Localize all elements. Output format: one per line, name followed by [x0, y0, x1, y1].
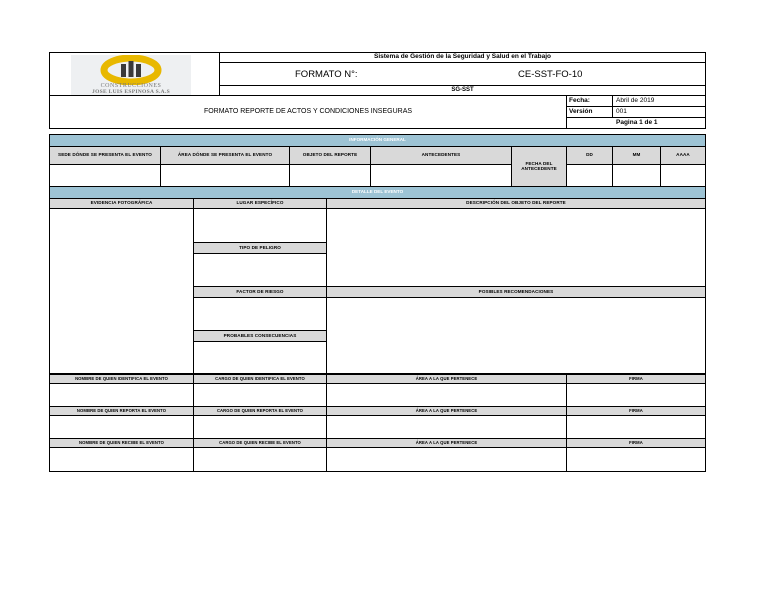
- day-field[interactable]: [566, 164, 613, 187]
- receiver-name-field[interactable]: [49, 447, 194, 472]
- receiver-area-field[interactable]: [326, 447, 567, 472]
- identifier-signature-header: FIRMA: [566, 374, 706, 384]
- date-label: Fecha:: [569, 97, 590, 104]
- col-header-location: SEDE DÓNDE SE PRESENTA EL EVENTO: [49, 146, 161, 165]
- hazard-type-field[interactable]: [193, 253, 327, 287]
- specific-place-field[interactable]: [193, 208, 327, 243]
- format-code: CE-SST-FO-10: [518, 69, 583, 80]
- reporter-role-field[interactable]: [193, 415, 327, 439]
- reporter-signature-header: FIRMA: [566, 406, 706, 416]
- page-label: Pagina 1 de 1: [616, 119, 658, 126]
- col-header-background: ANTECEDENTES: [370, 146, 512, 165]
- identifier-role-field[interactable]: [193, 383, 327, 407]
- receiver-signature-header: FIRMA: [566, 438, 706, 448]
- reporter-role-header: CARGO DE QUIEN REPORTA EL EVENTO: [193, 406, 327, 416]
- location-field[interactable]: [49, 164, 161, 187]
- format-label: FORMATO N°:: [295, 69, 358, 80]
- month-field[interactable]: [612, 164, 661, 187]
- receiver-role-header: CARGO DE QUIEN RECIBE EL EVENTO: [193, 438, 327, 448]
- version-value: 001: [616, 108, 627, 115]
- identifier-area-header: ÁREA A LA QUE PERTENECE: [326, 374, 567, 384]
- system-title: Sistema de Gestión de la Seguridad y Salud en el Trabajo: [219, 52, 706, 63]
- receiver-name-header: NOMBRE DE QUIEN RECIBE EL EVENTO: [49, 438, 194, 448]
- hazard-type-header: TIPO DE PELIGRO: [193, 242, 327, 254]
- background-date-label: FECHA DEL ANTECEDENTE: [511, 146, 567, 187]
- recommendations-header: POSIBLES RECOMENDACIONES: [326, 286, 706, 298]
- report-object-field[interactable]: [289, 164, 371, 187]
- sg-code: SG-SST: [219, 85, 706, 96]
- general-info-title: INFORMACIÓN GENERAL: [49, 134, 706, 147]
- background-field[interactable]: [370, 164, 512, 187]
- logo-area: [49, 52, 220, 96]
- col-header-area: ÁREA DÓNDE SE PRESENTA EL EVENTO: [160, 146, 290, 165]
- year-header: AAAA: [660, 146, 706, 165]
- format-number-row: [219, 62, 706, 86]
- logo-company-text: CONSTRUCCIONES: [100, 83, 162, 89]
- receiver-area-header: ÁREA A LA QUE PERTENECE: [326, 438, 567, 448]
- consequences-field[interactable]: [193, 341, 327, 374]
- description-field[interactable]: [326, 208, 706, 287]
- identifier-name-header: NOMBRE DE QUIEN IDENTIFICA EL EVENTO: [49, 374, 194, 384]
- identifier-name-field[interactable]: [49, 383, 194, 407]
- consequences-header: PROBABLES CONSECUENCIAS: [193, 330, 327, 342]
- reporter-name-field[interactable]: [49, 415, 194, 439]
- reporter-area-header: ÁREA A LA QUE PERTENECE: [326, 406, 567, 416]
- company-logo: [71, 55, 191, 96]
- reporter-name-header: NOMBRE DE QUIEN REPORTA EL EVENTO: [49, 406, 194, 416]
- event-detail-title: DETALLE DEL EVENTO: [49, 186, 706, 199]
- risk-factor-field[interactable]: [193, 297, 327, 331]
- year-field[interactable]: [660, 164, 706, 187]
- area-field[interactable]: [160, 164, 290, 187]
- receiver-role-field[interactable]: [193, 447, 327, 472]
- report-title: FORMATO REPORTE DE ACTOS Y CONDICIONES INSEGURAS: [49, 95, 567, 129]
- identifier-area-field[interactable]: [326, 383, 567, 407]
- identifier-signature-field[interactable]: [566, 383, 706, 407]
- logo-name-text: JOSE LUIS ESPINOSA S.A.S: [92, 89, 170, 95]
- day-header: DD: [566, 146, 613, 165]
- receiver-signature-field[interactable]: [566, 447, 706, 472]
- reporter-area-field[interactable]: [326, 415, 567, 439]
- col-header-report-object: OBJETO DEL REPORTE: [289, 146, 371, 165]
- description-header: DESCRIPCIÓN DEL OBJETO DEL REPORTE: [326, 198, 706, 209]
- logo-emblem-icon: [71, 55, 191, 85]
- photo-evidence-header: EVIDENCIA FOTOGRÁFICA: [49, 198, 194, 209]
- identifier-role-header: CARGO DE QUIEN IDENTIFICA EL EVENTO: [193, 374, 327, 384]
- version-label: Versión: [569, 108, 593, 115]
- specific-place-header: LUGAR ESPECÍFICO: [193, 198, 327, 209]
- reporter-signature-field[interactable]: [566, 415, 706, 439]
- recommendations-field[interactable]: [326, 297, 706, 374]
- month-header: MM: [612, 146, 661, 165]
- photo-evidence-field[interactable]: [49, 208, 194, 374]
- date-value: Abril de 2019: [616, 97, 655, 104]
- risk-factor-header: FACTOR DE RIESGO: [193, 286, 327, 298]
